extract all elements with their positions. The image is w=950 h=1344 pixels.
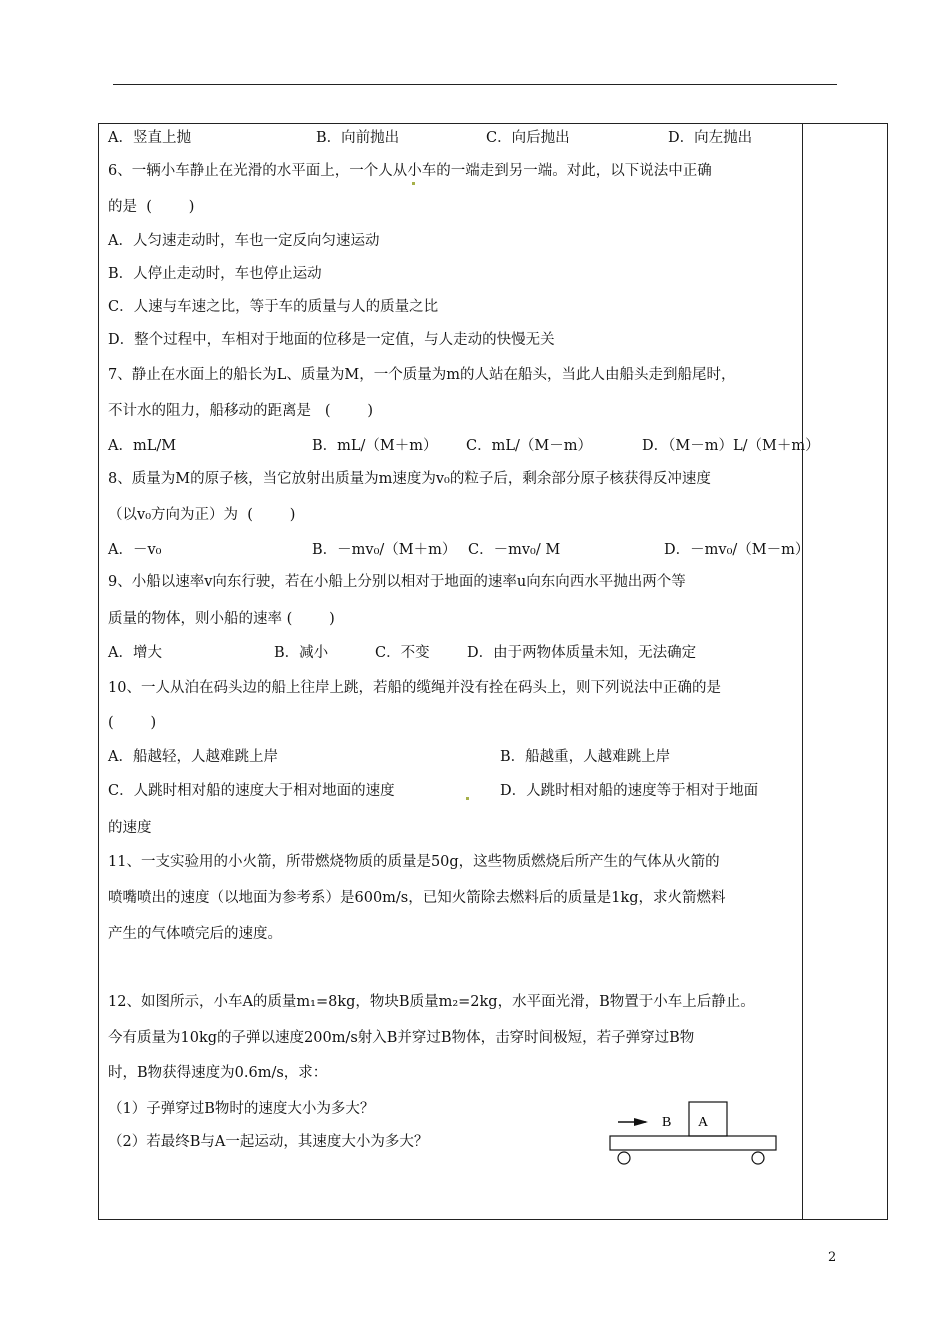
scan-artifact-dot [412, 182, 415, 185]
q8-option-b: B．－mv₀/（M＋m） [312, 542, 457, 558]
q12-line3: 时，B物获得速度为0.6m/s，求： [108, 1065, 328, 1081]
q8-option-d: D．－mv₀/（M－m） [664, 542, 810, 558]
page-number: 2 [828, 1250, 837, 1265]
header-rule [113, 84, 837, 85]
q7-option-c: C．mL/（M－m） [466, 438, 592, 454]
q12-subquestion-2: （2）若最终B与A一起运动，其速度大小为多大？ [108, 1134, 429, 1150]
q7-stem-line2: 不计水的阻力，船移动的距离是 ( ) [108, 403, 374, 419]
q10-option-b: B．船越重，人越难跳上岸 [500, 749, 671, 765]
label-b: B [662, 1115, 672, 1130]
q5-option-a: A．竖直上抛 [108, 130, 191, 146]
q10-stem-line1: 10、一人从泊在码头边的船上往岸上跳，若船的缆绳并没有拴在码头上，则下列说法中正确的是 [108, 680, 721, 696]
q11-line1: 11、一支实验用的小火箭，所带燃烧物质的质量是50g，这些物质燃烧后所产生的气体从火箭的 [108, 854, 720, 870]
q10-option-a: A．船越轻，人越难跳上岸 [108, 749, 278, 765]
scan-artifact-dot [466, 797, 469, 800]
q6-stem-line2: 的是 ( ) [108, 199, 195, 215]
q7-option-d: D．（M－m）L/（M＋m） [642, 438, 820, 454]
q10-option-d-continued: 的速度 [108, 820, 152, 836]
q6-stem-line1: 6、一辆小车静止在光滑的水平面上，一个人从小车的一端走到另一端。对此，以下说法中正确 [108, 163, 712, 179]
cart-block-diagram [606, 1100, 786, 1170]
q10-stem-line2: ( ) [108, 715, 157, 731]
q10-option-c: C．人跳时相对船的速度大于相对地面的速度 [108, 783, 395, 799]
q12-line2: 今有质量为10kg的子弹以速度200m/s射入B并穿过B物体，击穿时间极短，若子弹穿过B物 [108, 1030, 695, 1046]
q6-option-b: B．人停止走动时，车也停止运动 [108, 266, 322, 282]
q7-stem-line1: 7、静止在水面上的船长为L、质量为M，一个质量为m的人站在船头，当此人由船头走到船尾时， [108, 367, 736, 383]
table-column-divider [802, 123, 803, 1220]
q9-option-a: A．增大 [108, 645, 162, 661]
q9-option-c: C．不变 [375, 645, 430, 661]
q6-option-a: A．人匀速走动时，车也一定反向匀速运动 [108, 233, 380, 249]
q12-line1: 12、如图所示，小车A的质量m₁=8kg，物块B质量m₂=2kg，水平面光滑，B物置于小车上后静止。 [108, 994, 755, 1010]
q8-option-a: A．－v₀ [108, 542, 162, 558]
question-table [98, 123, 888, 1220]
label-a: A [698, 1115, 709, 1130]
q9-option-b: B．减小 [274, 645, 329, 661]
cart-wheel-right [752, 1152, 764, 1164]
q5-option-c: C．向后抛出 [486, 130, 570, 146]
cart-wheel-left [618, 1152, 630, 1164]
q11-line2: 喷嘴喷出的速度（以地面为参考系）是600m/s，已知火箭除去燃料后的质量是1kg，求火箭燃料 [108, 890, 726, 906]
q8-option-c: C．－mv₀/ M [468, 542, 561, 558]
q9-stem-line2: 质量的物体，则小船的速率 ( ) [108, 611, 335, 627]
q6-option-c: C．人速与车速之比，等于车的质量与人的质量之比 [108, 299, 439, 315]
q11-line3: 产生的气体喷完后的速度。 [108, 926, 282, 942]
q9-option-d: D．由于两物体质量未知，无法确定 [467, 645, 697, 661]
q6-option-d: D．整个过程中，车相对于地面的位移是一定值，与人走动的快慢无关 [108, 332, 555, 348]
q8-stem-line1: 8、质量为M的原子核，当它放射出质量为m速度为v₀的粒子后，剩余部分原子核获得反冲速度 [108, 471, 711, 487]
q12-subquestion-1: （1）子弹穿过B物时的速度大小为多大？ [108, 1101, 375, 1117]
q5-option-d: D．向左抛出 [668, 130, 753, 146]
bullet-arrow-head [634, 1118, 648, 1126]
cart-a-body [610, 1136, 776, 1150]
q7-option-b: B．mL/（M＋m） [312, 438, 438, 454]
q10-option-d: D．人跳时相对船的速度等于相对于地面 [500, 783, 759, 799]
q5-option-b: B．向前抛出 [316, 130, 400, 146]
q8-stem-line2: （以v₀方向为正）为 ( ) [108, 507, 296, 523]
q7-option-a: A．mL/M [108, 438, 177, 454]
q9-stem-line1: 9、小船以速率v向东行驶，若在小船上分别以相对于地面的速率u向东向西水平抛出两个等 [108, 574, 686, 590]
